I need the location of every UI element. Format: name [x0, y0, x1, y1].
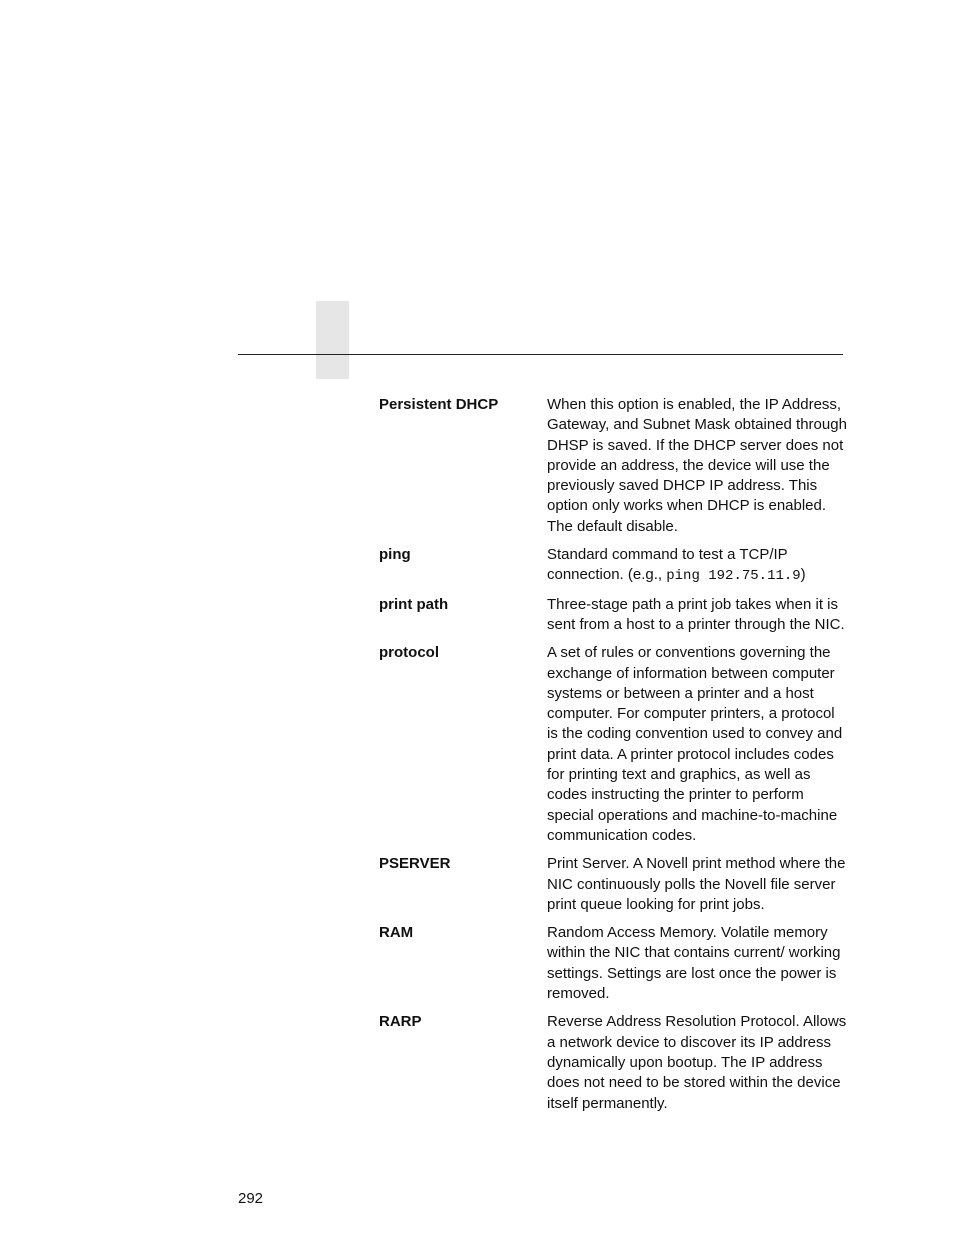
glossary-entry-rarp: [379, 1012, 849, 1113]
glossary-entry-pserver: [379, 854, 849, 915]
glossary-entry-print-path: [379, 595, 849, 636]
chapter-tab-block: [316, 301, 349, 379]
page-number: 292: [238, 1190, 264, 1207]
glossary-definition: Random Access Memory. Volatile memory within the NIC that contains current/ working settings. Settings are lost once the power is removed.: [547, 924, 841, 1003]
glossary-definition: Three-stage path a print job takes when it is sent from a host to a printer through the NIC.: [547, 595, 845, 633]
header-rule: [238, 354, 843, 355]
glossary-entry-ping: [379, 545, 849, 587]
glossary-definition: A set of rules or conventions governing the exchange of information between computer systems or between a printer and a host computer. For computer printers, a protocol is the coding convention used to convey and print data. A printer protocol includes codes for printing text and graphics, as well as codes instructing the printer to perform special operations and machine-to-machine communication codes.: [547, 644, 843, 844]
glossary-term: RAM: [379, 924, 414, 942]
glossary-term: protocol: [379, 644, 439, 662]
glossary-list: [379, 395, 849, 1122]
glossary-term: PSERVER: [379, 855, 451, 873]
definition-text: Standard command to test a TCP/IP connection. (e.g.,: [547, 546, 788, 584]
glossary-term: ping: [379, 546, 411, 564]
glossary-definition: Print Server. A Novell print method where the NIC continuously polls the Novell file server print queue looking for print jobs.: [547, 855, 846, 913]
glossary-definition: When this option is enabled, the IP Address, Gateway, and Subnet Mask obtained through DHSP is saved. If the DHCP server does not provide an address, the device will use the previously saved DHCP IP address. This option only works when DHCP is enabled. The default disable.: [547, 396, 847, 535]
definition-text-end: ): [800, 566, 806, 584]
code-example: ping 192.75.11.9: [666, 568, 801, 585]
glossary-term: print path: [379, 595, 449, 613]
glossary-term: RARP: [379, 1013, 422, 1031]
glossary-entry-ram: [379, 923, 849, 1004]
glossary-definition: Reverse Address Resolution Protocol. Allows a network device to discover its IP address dynamically upon bootup. The IP address does not need to be stored within the device itself permanently.: [547, 1013, 847, 1112]
glossary-definition: [547, 545, 847, 587]
glossary-entry-persistent-dhcp: [379, 395, 849, 537]
glossary-term: Persistent DHCP: [379, 396, 499, 413]
glossary-entry-protocol: [379, 643, 849, 846]
